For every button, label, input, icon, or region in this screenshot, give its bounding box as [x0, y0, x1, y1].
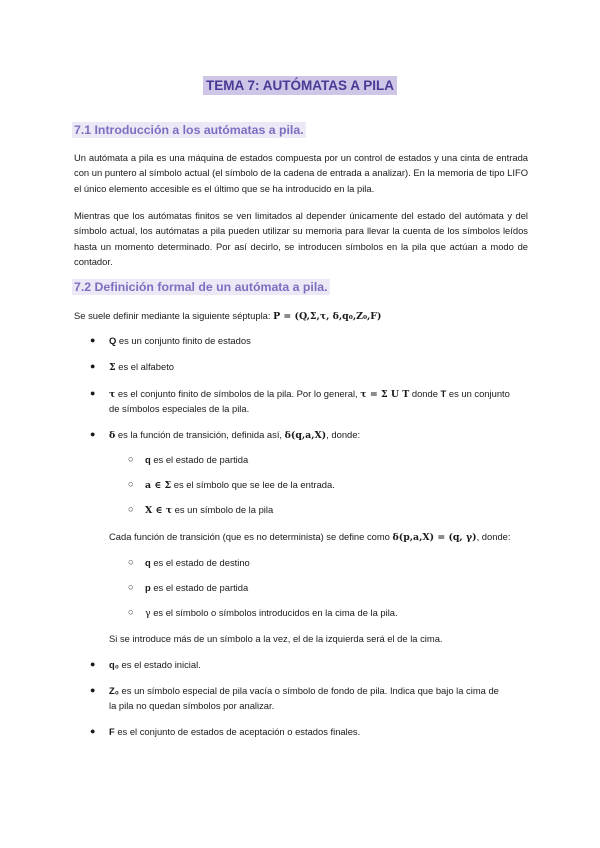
- list-item-z0-line2: la pila no quedan símbolos por analizar.: [109, 700, 275, 711]
- term-f: F: [109, 726, 115, 737]
- sub-item-q-start: [145, 453, 248, 466]
- stack-note: Si se introduce más de un símbolo a la vez, el de la izquierda será el de la cima.: [109, 633, 443, 644]
- transition-note-text: Cada función de transición (que es no determinista) se define como: [109, 531, 393, 542]
- title-container: [0, 76, 600, 95]
- term-q: q: [145, 454, 151, 465]
- list-item-text: es el estado inicial.: [118, 659, 201, 670]
- sub-bullet-icon: ○: [128, 479, 134, 489]
- sub-bullet-icon: ○: [128, 582, 134, 592]
- bullet-icon: ●: [90, 659, 96, 669]
- term-p: p: [145, 582, 151, 593]
- section-heading-formal: 7.2 Definición formal de un autómata a pila.: [74, 280, 328, 294]
- tau-formula: τ = Σ U T: [360, 389, 410, 400]
- term-z0: Z₀: [109, 685, 119, 696]
- sub-item-p: [145, 581, 248, 594]
- list-item-sigma: [109, 360, 174, 374]
- bullet-icon: ●: [90, 429, 96, 439]
- list-item-text: es un símbolo especial de pila vacía o símbolo de fondo de pila. Indica que bajo la cima de: [118, 685, 499, 696]
- term-x-in-tau: X ∈ τ: [145, 505, 173, 516]
- sub-item-text: es el estado de partida: [150, 454, 249, 465]
- list-item-delta: [109, 428, 360, 442]
- sub-item-q-dest: [145, 556, 250, 569]
- sub-item-x: [145, 503, 273, 517]
- term-gamma: γ: [145, 608, 151, 619]
- term-t: T: [440, 388, 447, 399]
- bullet-icon: ●: [90, 388, 96, 398]
- list-item-tau-line2: de símbolos especiales de la pila.: [109, 403, 250, 414]
- list-item-text: es el conjunto de estados de aceptación o estados finales.: [114, 726, 361, 737]
- delta-formula: δ(q,a,X): [284, 430, 327, 441]
- list-item-text: donde: [409, 388, 441, 399]
- term-q0: q₀: [109, 659, 119, 670]
- sub-item-text: es el símbolo o símbolos introducidos en la cima de la pila.: [150, 607, 398, 618]
- sub-item-text: es el símbolo que se lee de la entrada.: [171, 479, 335, 490]
- list-item-text: es un conjunto: [446, 388, 510, 399]
- list-item-f: [109, 725, 360, 738]
- term-tau: τ: [109, 389, 116, 400]
- list-item-text: , donde:: [326, 429, 361, 440]
- bullet-icon: ●: [90, 726, 96, 736]
- sub-item-text: es el estado de destino: [150, 557, 250, 568]
- paragraph-intro-2: Mientras que los autómatas finitos se ven limitados al depender únicamente del estado del autómata y del símbolo actual, los autómatas a pila pueden utilizar su memoria para llevar la cuenta de los símbolos leídos hasta un momento determinado. Por así decirlo, se introducen símbolos en la pila que actúan a modo de contador.: [74, 210, 528, 268]
- term-sigma: Σ: [109, 362, 116, 373]
- sub-item-gamma: [145, 606, 398, 620]
- list-item-q: [109, 334, 251, 347]
- list-item-text: es un conjunto finito de estados: [116, 335, 251, 346]
- bullet-icon: ●: [90, 335, 96, 345]
- sub-bullet-icon: ○: [128, 454, 134, 464]
- transition-note: [109, 530, 510, 544]
- definition-intro-text: Se suele definir mediante la siguiente séptupla:: [74, 310, 274, 321]
- bullet-icon: ●: [90, 361, 96, 371]
- list-item-text: es la función de transición, definida así,: [115, 429, 285, 440]
- sub-item-text: es un símbolo de la pila: [172, 504, 274, 515]
- sub-item-a: [145, 478, 335, 492]
- sub-bullet-icon: ○: [128, 557, 134, 567]
- list-item-text: es el conjunto finito de símbolos de la pila. Por lo general,: [115, 388, 361, 399]
- transition-formula: δ(p,a,X) = (q, γ): [392, 532, 477, 543]
- page-title: TEMA 7: AUTÓMATAS A PILA: [203, 76, 397, 95]
- sub-bullet-icon: ○: [128, 504, 134, 514]
- term-delta: δ: [109, 430, 116, 441]
- list-item-text: es el alfabeto: [115, 361, 175, 372]
- list-item-q0: [109, 658, 201, 671]
- term-a-in-sigma: a ∈ Σ: [145, 480, 172, 491]
- definition-intro: [74, 309, 381, 323]
- term-q: Q: [109, 335, 117, 346]
- list-item-tau: [109, 387, 510, 401]
- sub-item-text: es el estado de partida: [150, 582, 249, 593]
- list-item-z0: [109, 684, 499, 697]
- term-q: q: [145, 557, 151, 568]
- septuple-formula: P = (Q,Σ,τ, δ,q₀,Z₀,F): [273, 311, 382, 322]
- bullet-icon: ●: [90, 685, 96, 695]
- transition-note-text: , donde:: [476, 531, 511, 542]
- sub-bullet-icon: ○: [128, 607, 134, 617]
- section-heading-intro: 7.1 Introducción a los autómatas a pila.: [74, 123, 304, 137]
- paragraph-intro-1: Un autómata a pila es una máquina de estados compuesta por un control de estados y una cinta de entrada con un puntero al símbolo actual (el símbolo de la cadena de entrada a analizar). En la memoria de tipo LIFO el único elemento accesible es el último que se ha introducido en la pila.: [74, 152, 528, 194]
